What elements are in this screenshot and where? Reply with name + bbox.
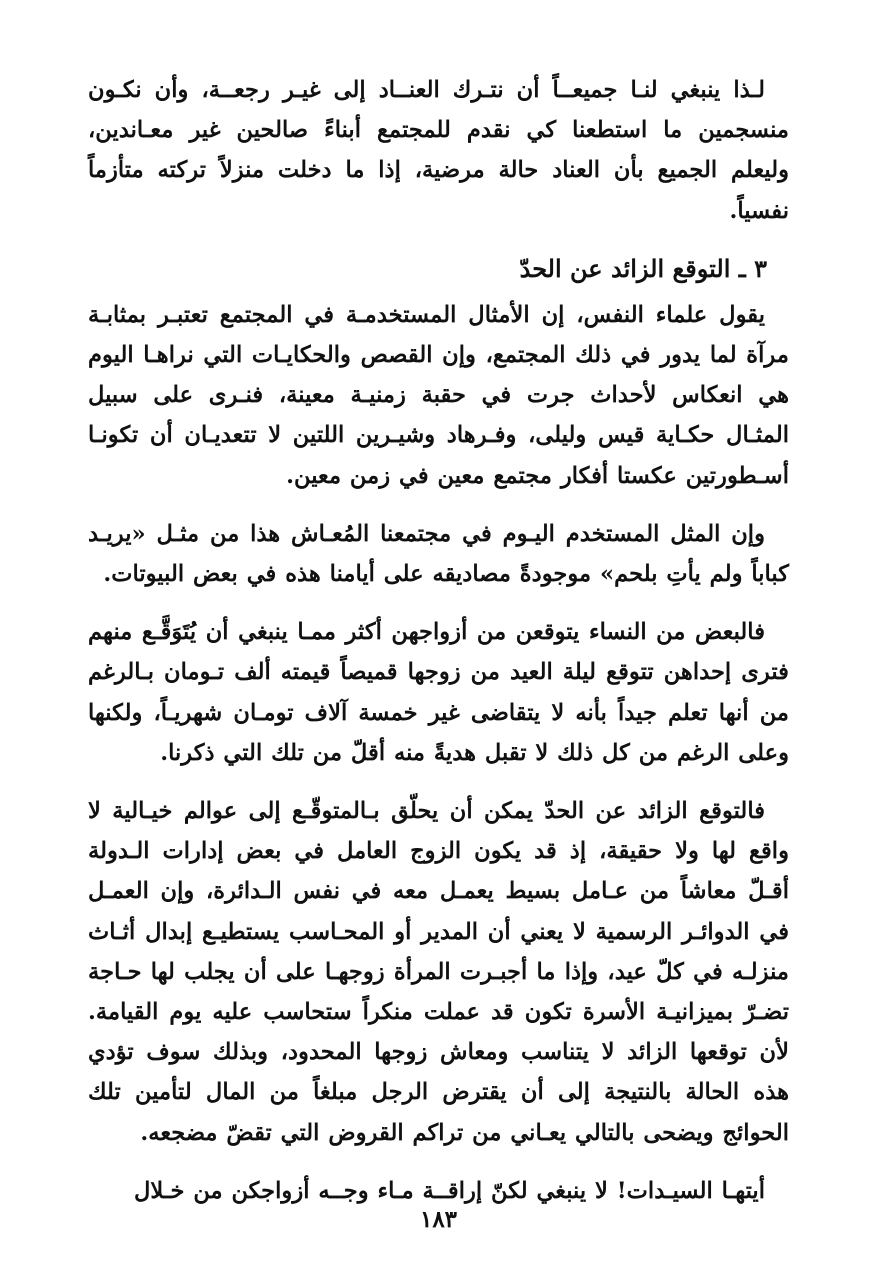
paragraph-kebab-proverb: وإن المثل المستخدم اليـوم في مجتمعنا المُعـاش هذا من مثـل «يريـد كباباً ولم يأتِ بلحم» موجودةً مصاديقه على أيامنا هذه في بعض البيوتات. — [88, 520, 789, 588]
intro-paragraph: لـذا ينبغي لنـا جميعــاً أن نتـرك العنــاد إلى غيـر رجعــة، وأن نكـون منسجمين ما استطعنا كي نقدم للمجتمع أبناءً صالحين غير معـاندين، وليعلم الجميع بأن العناد حالة مرضية، إذا ما دخلت منزلاً تركته متأزماً نفسياً. — [88, 77, 789, 224]
paragraph-address-ladies: أيتهـا السيـدات! لا ينبغي لكنّ إراقــة مـاء وجــه أزواجكن من خـلال — [133, 1177, 765, 1204]
paragraph-excessive-expectation: فالتوقع الزائد عن الحدّ يمكن أن يحلّق بـالمتوقّـع إلى عوالم خيـالية لا واقع لها ولا حقيقة، إذ قد يكون الزوج العامل في بعض إدارات الـدولة أقـلّ معاشاً من عـامل بسيط يعمـل معه في نفس الـدائرة، وإن العمـل في الدوائـر الرسمية لا يعني أن المدير أو المحـاسب يستطيـع إبدال أثـاث منزلـه في كلّ عيد، وإذا ما أجبـرت المرأة زوجهـا على أن يجلب لها حـاجة تضـرّ بميزانيـة الأسرة تكون قد عملت منكراً ستحاسب عليه يوم القيامة. لأن توقعها الزائد لا يتناسب ومعاش زوجها المحدود، وبذلك سوف تؤدي هذه الحالة بالنتيجة إلى أن يقترض الرجل مبلغاً من المال لتأمين تلك الحوائج ويضحى بالتالي يعـاني من تراكم القروض التي تقضّ مضجعه. — [88, 798, 789, 1146]
paragraph-proverbs: يقول علماء النفس، إن الأمثال المستخدمـة في المجتمع تعتبـر بمثابـة مرآة لما يدور في ذلك المجتمع، وإن القصص والحكايـات التي نراهـا اليوم هي انعكاس لأحداث جرت في حقبة زمنيـة معينة، فنـرى على سبيل المثـال حكـاية قيس وليلى، وفـرهاد وشيـرين اللتين لا تتعديـان أن تكونـا أسـطورتين عكستا أفكار مجتمع معين في زمن معين. — [88, 301, 789, 489]
page-number: ١٨٣ — [419, 1206, 458, 1233]
book-page — [88, 70, 789, 1232]
paragraph-wives-expectations: فالبعض من النساء يتوقعن من أزواجهن أكثر ممـا ينبغي أن يُتَوَقَّـع منهم فترى إحداهن تتوقع ليلة العيد من زوجها قميصاً قيمته ألف تـومان بـالرغم من أنها تعلم جيداً بأنه لا يتقاضى غير خمسة آلاف تومـان شهريـاً، ولكنها وعلى الرغم من كل ذلك لا تقبل هديةً منه أقلّ من تلك التي ذكرنا. — [88, 619, 789, 766]
section-heading: ٣ ـ التوقع الزائد عن الحدّ — [519, 253, 767, 283]
